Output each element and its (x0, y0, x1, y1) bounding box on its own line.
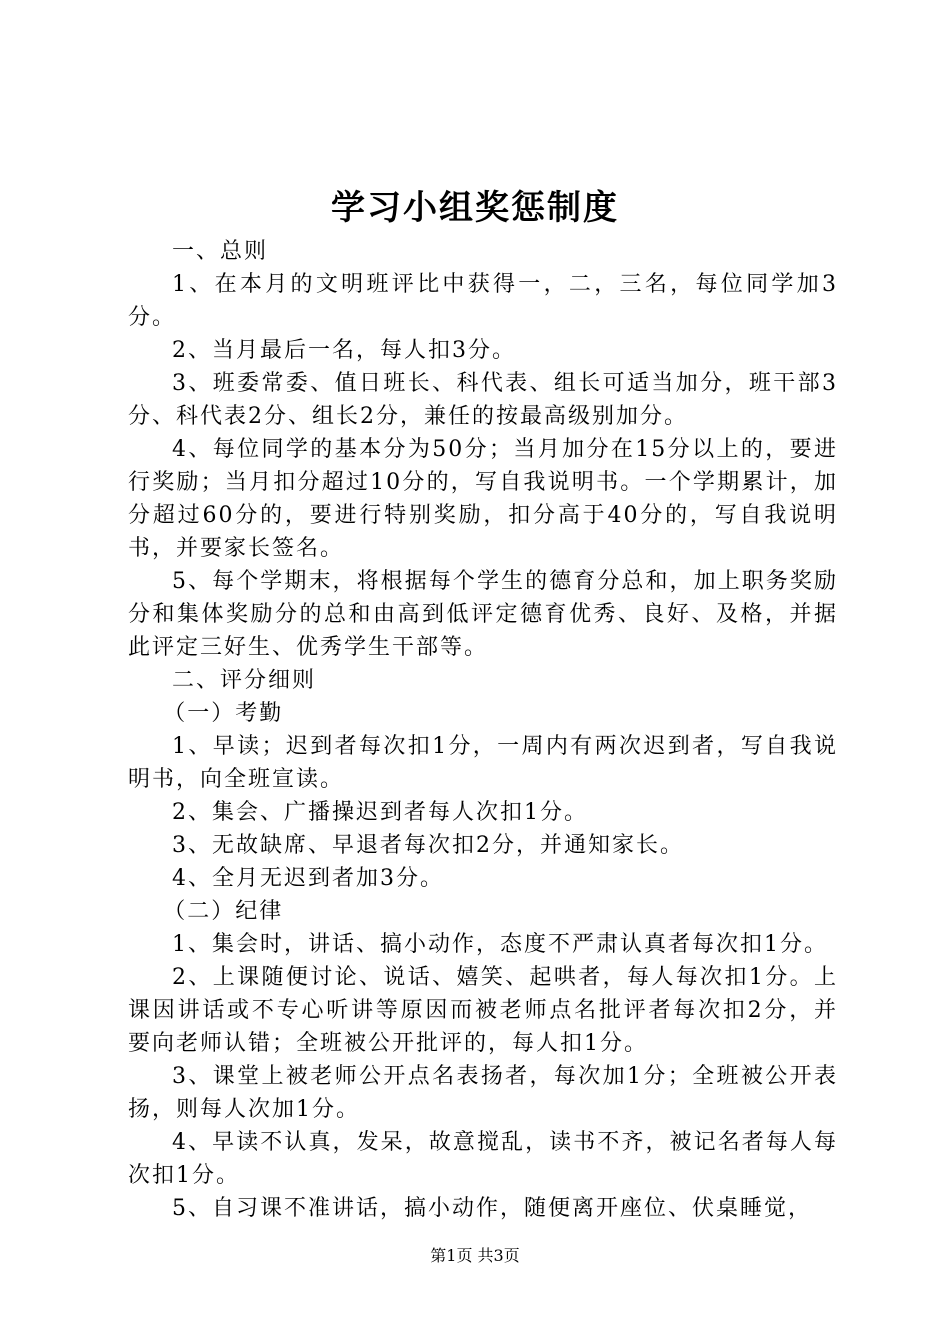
paragraph: 5、每个学期末，将根据每个学生的德育分总和，加上职务奖励分和集体奖励分的总和由高到低评定德育优秀、良好、及格，并据此评定三好生、优秀学生干部等。 (128, 569, 838, 660)
paragraph: 2、集会、广播操迟到者每人次扣1分。 (172, 800, 588, 825)
document-title: 学习小组奖惩制度 (331, 188, 619, 228)
paragraph: 3、课堂上被老师公开点名表扬者，每次加1分；全班被公开表扬，则每人次加1分。 (128, 1064, 838, 1122)
paragraph: 3、班委常委、值日班长、科代表、组长可适当加分，班干部3分、科代表2分、组长2分，兼任的按最高级别加分。 (128, 371, 838, 429)
paragraph: 4、每位同学的基本分为50分；当月加分在15分以上的，要进行奖励；当月扣分超过10分的，写自我说明书。一个学期累计，加分超过60分的，要进行特别奖励，扣分高于40分的，写自我说明书，并要家长签名。 (128, 437, 838, 561)
paragraph: 1、早读；迟到者每次扣1分，一周内有两次迟到者，写自我说明书，向全班宣读。 (128, 734, 838, 792)
page-footer: 第1页 共3页 (430, 1246, 520, 1265)
paragraph: （二）纪律 (163, 899, 284, 924)
paragraph: 2、上课随便讨论、说话、嬉笑、起哄者，每人每次扣1分。上课因讲话或不专心听讲等原因而被老师点名批评者每次扣2分，并要向老师认错；全班被公开批评的，每人扣1分。 (128, 965, 838, 1056)
document-body (128, 235, 838, 1225)
paragraph: 1、在本月的文明班评比中获得一，二，三名，每位同学加3分。 (128, 272, 838, 330)
paragraph: 4、全月无迟到者加3分。 (172, 866, 444, 891)
paragraph: 一、总则 (172, 239, 269, 264)
paragraph: 二、评分细则 (172, 668, 317, 693)
paragraph: 2、当月最后一名，每人扣3分。 (172, 338, 516, 363)
paragraph: 1、集会时，讲话、搞小动作，态度不严肃认真者每次扣1分。 (172, 932, 828, 957)
paragraph: 3、无故缺席、早退者每次扣2分，并通知家长。 (172, 833, 684, 858)
paragraph: 5、自习课不准讲话，搞小动作，随便离开座位、伏桌睡觉， (172, 1196, 812, 1221)
paragraph: （一）考勤 (163, 701, 284, 726)
paragraph: 4、早读不认真，发呆，故意搅乱，读书不齐，被记名者每人每次扣1分。 (128, 1130, 838, 1188)
